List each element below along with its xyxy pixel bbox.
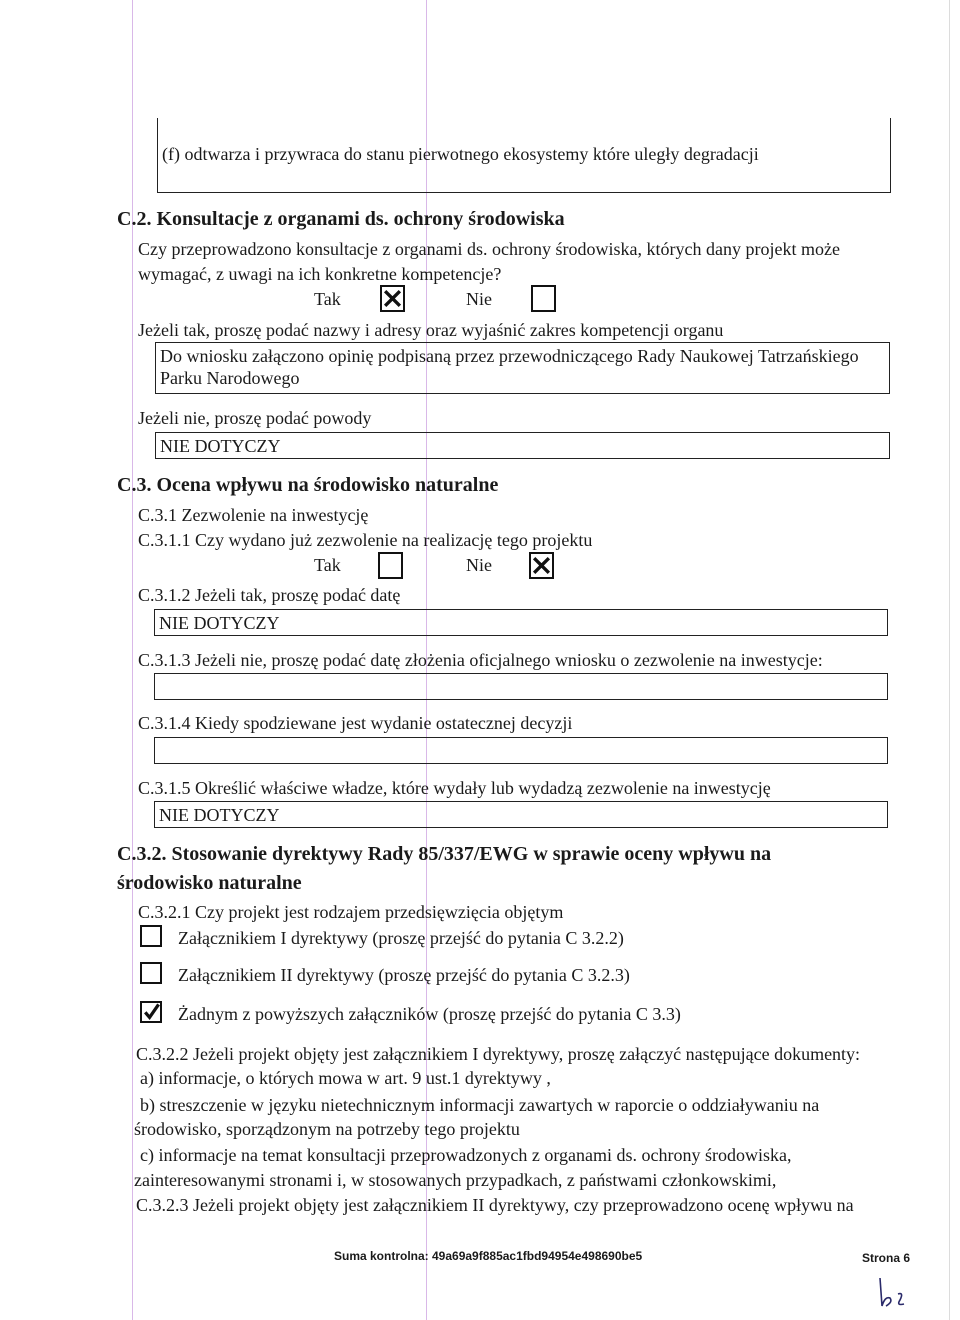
none-annex-checkbox[interactable] [140, 1001, 162, 1023]
c312-field[interactable]: NIE DOTYCZY [154, 609, 888, 636]
c311-tak-label: Tak [314, 555, 341, 575]
c315-label: C.3.1.5 Określić właściwe władze, które wydały lub wydadzą zezwolenie na inwestycję [138, 778, 771, 798]
c312-label: C.3.1.2 Jeżeli tak, proszę podać datę [138, 585, 401, 605]
c311-label: C.3.1.1 Czy wydano już zezwolenie na realizację tego projektu [138, 530, 593, 550]
c322-item-b-line1: b) streszczenie w języku nietechnicznym informacji zawartych w raporcie o oddziaływaniu na [140, 1095, 820, 1115]
checkbox-x-mark-icon [382, 287, 403, 310]
c31-label: C.3.1 Zezwolenie na inwestycję [138, 505, 369, 525]
c2-question-line1: Czy przeprowadzono konsultacje z organami ds. ochrony środowiska, których dany projekt może [138, 239, 840, 259]
scan-line-left [132, 0, 133, 1320]
annex-1-label: Załącznikiem I dyrektywy (proszę przejść do pytania C 3.2.2) [178, 928, 624, 948]
scan-line-right [949, 0, 950, 1320]
c322-item-b-line2: środowisko, sporządzonym na potrzeby tego projektu [134, 1119, 520, 1139]
c2-if-yes-field[interactable] [155, 342, 890, 394]
c2-tak-checkbox[interactable] [380, 285, 405, 312]
section-c2-heading: C.2. Konsultacje z organami ds. ochrony środowiska [117, 208, 565, 230]
annex-2-label: Załącznikiem II dyrektywy (proszę przejść do pytania C 3.2.3) [178, 965, 630, 985]
c2-if-yes-line1: Do wniosku załączono opinię podpisaną przez przewodniczącego Rady Naukowej Tatrzańskiego [160, 346, 859, 366]
c2-if-yes-label: Jeżeli tak, proszę podać nazwy i adresy oraz wyjaśnić zakres kompetencji organu [138, 320, 724, 340]
c311-tak-checkbox[interactable] [378, 552, 403, 579]
c313-label: C.3.1.3 Jeżeli nie, proszę podać datę złożenia oficjalnego wniosku o zezwolenie na inwestycje: [138, 650, 823, 670]
section-c32-heading-line1: C.3.2. Stosowanie dyrektywy Rady 85/337/EWG w sprawie oceny wpływu na [117, 843, 772, 865]
c315-field[interactable]: NIE DOTYCZY [154, 801, 888, 828]
none-annex-label: Żadnym z powyższych załączników (proszę przejść do pytania C 3.3) [178, 1004, 681, 1024]
c311-nie-label: Nie [466, 555, 492, 575]
footer-checksum: Suma kontrolna: 49a69a9f885ac1fbd94954e498690be5 [334, 1249, 643, 1263]
c322-item-c-line2: zainteresowanymi stronami i, w stosowanych przypadkach, z państwami członkowskimi, [134, 1170, 777, 1190]
c314-field[interactable] [154, 737, 888, 764]
c2-nie-checkbox[interactable] [531, 285, 556, 312]
annex-1-checkbox[interactable] [140, 925, 162, 947]
c322-label: C.3.2.2 Jeżeli projekt objęty jest załącznikiem I dyrektywy, proszę załączyć następujące dokumenty: [136, 1044, 861, 1064]
c321-label: C.3.2.1 Czy projekt jest rodzajem przedsięwzięcia objętym [138, 902, 564, 922]
c2-question-line2: wymagać, z uwagi na ich konkretne kompetencje? [138, 264, 502, 284]
top-box-text: (f) odtwarza i przywraca do stanu pierwotnego ekosystemy które uległy degradacji [162, 144, 759, 164]
annex-2-checkbox[interactable] [140, 962, 162, 984]
section-c3-heading: C.3. Ocena wpływu na środowisko naturalne [117, 474, 499, 496]
checkmark-icon [142, 1003, 160, 1021]
c2-if-yes-line2: Parku Narodowego [160, 368, 300, 388]
c313-field[interactable] [154, 673, 888, 700]
section-c32-heading-line2: środowisko naturalne [117, 872, 302, 894]
c323-label: C.3.2.3 Jeżeli projekt objęty jest załącznikiem II dyrektywy, czy przeprowadzono ocenę wpływu na [136, 1195, 854, 1215]
c311-nie-checkbox[interactable] [529, 552, 554, 579]
c2-if-no-field[interactable]: NIE DOTYCZY [155, 432, 890, 459]
checkbox-x-mark-icon [531, 554, 552, 577]
c314-label: C.3.1.4 Kiedy spodziewane jest wydanie ostatecznej decyzji [138, 713, 573, 733]
c322-item-c-line1: c) informacje na temat konsultacji przeprowadzonych z organami ds. ochrony środowiska, [140, 1145, 792, 1165]
c322-item-a: a) informacje, o których mowa w art. 9 ust.1 dyrektywy , [140, 1068, 551, 1088]
c2-if-no-label: Jeżeli nie, proszę podać powody [138, 408, 372, 428]
footer-page-number: Strona 6 [862, 1251, 911, 1265]
handwritten-initials-signature [876, 1272, 910, 1312]
c2-nie-label: Nie [466, 289, 492, 309]
c2-tak-label: Tak [314, 289, 341, 309]
